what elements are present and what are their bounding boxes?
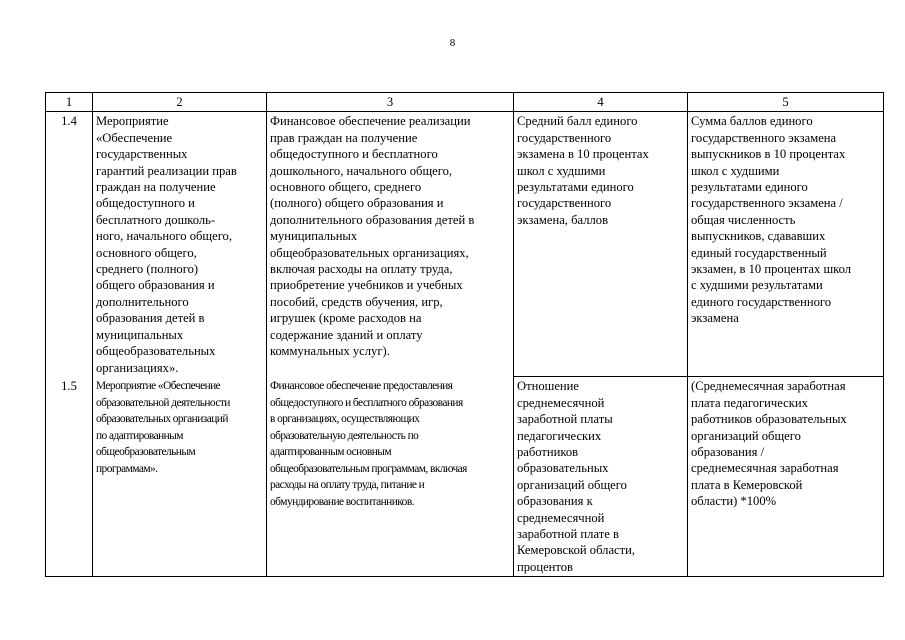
cell-text-line: среднемесячная заработная — [691, 461, 839, 476]
header-cell: 4 — [514, 93, 688, 112]
cell-text-line: дополнительного — [96, 294, 189, 309]
header-cell: 5 — [688, 93, 884, 112]
cell-text-line: школ с худшими — [517, 163, 606, 178]
cell-text-line: работников — [517, 445, 579, 460]
table-row — [46, 112, 884, 377]
cell-text-line: приобретение учебников и учебных — [270, 278, 463, 293]
cell-text-line: заработной плате в — [517, 527, 619, 542]
cell-text-line: процентов — [517, 559, 573, 574]
cell-text-line: муниципальных — [96, 327, 184, 342]
cell-text-line: (полного) общего образования и — [270, 196, 444, 211]
cell-text-line: образования к — [517, 494, 593, 509]
cell-text-line: экзамена, баллов — [517, 212, 609, 227]
cell-text-line: ного, начального общего, — [96, 229, 232, 244]
event-cell — [93, 112, 267, 377]
cell-text-line: бесплатного дошколь- — [96, 212, 216, 227]
cell-text-line: образования детей в — [96, 311, 205, 326]
cell-text-line: области) *100% — [691, 494, 777, 509]
cell-text-line: среднемесячной — [517, 395, 605, 410]
header-cell: 1 — [46, 93, 93, 112]
event-cell — [93, 377, 267, 577]
cell-text-line: образования / — [691, 445, 765, 460]
cell-text-line: государственного — [517, 130, 612, 145]
cell-text-line: образовательной деятельности — [96, 396, 230, 409]
formula-cell — [688, 112, 884, 377]
cell-text-line: в организациях, осуществляющих — [270, 413, 420, 426]
cell-text-line: общеобразовательных организациях, — [270, 245, 469, 260]
row-number: 1.5 — [46, 377, 93, 577]
cell-text-line: общеобразовательным программам, включая — [270, 462, 467, 475]
header-cell: 3 — [267, 93, 514, 112]
cell-text-line: единого государственного — [691, 294, 832, 309]
cell-text-line: единый государственный — [691, 245, 827, 260]
program-table — [45, 92, 884, 577]
indicator-cell — [514, 377, 688, 577]
cell-text-line: общедоступного и — [96, 196, 195, 211]
cell-text-line: выпускников в 10 процентах — [691, 147, 846, 162]
finance-cell — [267, 112, 514, 377]
cell-text-line: среднемесячной — [517, 510, 605, 525]
row-number: 1.4 — [46, 112, 93, 377]
cell-text-line: игрушек (кроме расходов на — [270, 311, 422, 326]
cell-text-line: основного общего, — [96, 245, 197, 260]
cell-text-line: результатами единого — [517, 180, 634, 195]
cell-text-line: коммунальных услуг). — [270, 344, 390, 359]
cell-text-line: заработной платы — [517, 412, 613, 427]
cell-text-line: экзамена — [691, 311, 739, 326]
cell-text-line: педагогических — [517, 428, 602, 443]
cell-text-line: с худшими результатами — [691, 278, 823, 293]
cell-text-line: экзамена в 10 процентах — [517, 147, 649, 162]
cell-text-line: государственного — [517, 196, 612, 211]
cell-text-line: основного общего, среднего — [270, 180, 422, 195]
cell-text-line: дошкольного, начального общего, — [270, 163, 453, 178]
cell-text-line: образовательных — [517, 461, 609, 476]
formula-cell — [688, 377, 884, 577]
cell-text-line: (Среднемесячная заработная — [691, 379, 846, 394]
table-row — [46, 377, 884, 577]
cell-text-line: образовательную деятельность по — [270, 429, 419, 442]
cell-text-line: адаптированным основным — [270, 446, 392, 459]
page-number: 8 — [449, 37, 456, 49]
cell-text-line: граждан на получение — [96, 180, 216, 195]
cell-text-line: Мероприятие — [96, 114, 169, 129]
cell-text-line: программам». — [96, 462, 158, 475]
cell-text-line: общедоступного и бесплатного — [270, 147, 438, 162]
cell-text-line: результатами единого — [691, 180, 808, 195]
cell-text-line: муниципальных — [270, 229, 358, 244]
cell-text-line: общедоступного и бесплатного образования — [270, 396, 463, 409]
header-cell: 2 — [93, 93, 267, 112]
cell-text-line: по адаптированным — [96, 429, 183, 442]
indicator-cell — [514, 112, 688, 377]
cell-text-line: пособий, средств обучения, игр, — [270, 294, 443, 309]
cell-text-line: государственных — [96, 147, 188, 162]
finance-cell — [267, 377, 514, 577]
cell-text-line: прав граждан на получение — [270, 130, 418, 145]
cell-text-line: дополнительного образования детей в — [270, 212, 475, 227]
cell-text-line: экзамен, в 10 процентах школ — [691, 262, 852, 277]
cell-text-line: Отношение — [517, 379, 579, 394]
cell-text-line: организаций общего — [691, 428, 801, 443]
cell-text-line: содержание зданий и оплату — [270, 327, 423, 342]
cell-text-line: образовательных организаций — [96, 413, 228, 426]
cell-text-line: общеобразовательных — [96, 344, 216, 359]
cell-text-line: включая расходы на оплату труда, — [270, 262, 453, 277]
cell-text-line: обмундирование воспитанников. — [270, 496, 414, 509]
cell-text-line: организациях». — [96, 360, 179, 375]
cell-text-line: общая численность — [691, 212, 796, 227]
cell-text-line: Финансовое обеспечение предоставления — [270, 379, 453, 392]
cell-text-line: выпускников, сдававших — [691, 229, 826, 244]
cell-text-line: «Обеспечение — [96, 130, 173, 145]
cell-text-line: среднего (полного) — [96, 262, 199, 277]
cell-text-line: плата в Кемеровской — [691, 477, 803, 492]
cell-text-line: общего образования и — [96, 278, 215, 293]
cell-text-line: Финансовое обеспечение реализации — [270, 114, 471, 129]
cell-text-line: государственного экзамена / — [691, 196, 843, 211]
cell-text-line: государственного экзамена — [691, 130, 837, 145]
cell-text-line: работников образовательных — [691, 412, 847, 427]
cell-text-line: организаций общего — [517, 477, 627, 492]
cell-text-line: расходы на оплату труда, питание и — [270, 479, 425, 492]
cell-text-line: Мероприятие «Обеспечение — [96, 379, 221, 392]
cell-text-line: школ с худшими — [691, 163, 780, 178]
cell-text-line: гарантий реализации прав — [96, 163, 237, 178]
cell-text-line: Сумма баллов единого — [691, 114, 813, 129]
cell-text-line: общеобразовательным — [96, 446, 196, 459]
cell-text-line: плата педагогических — [691, 395, 808, 410]
cell-text-line: Кемеровской области, — [517, 543, 636, 558]
header-row — [46, 93, 884, 112]
cell-text-line: Средний балл единого — [517, 114, 638, 129]
